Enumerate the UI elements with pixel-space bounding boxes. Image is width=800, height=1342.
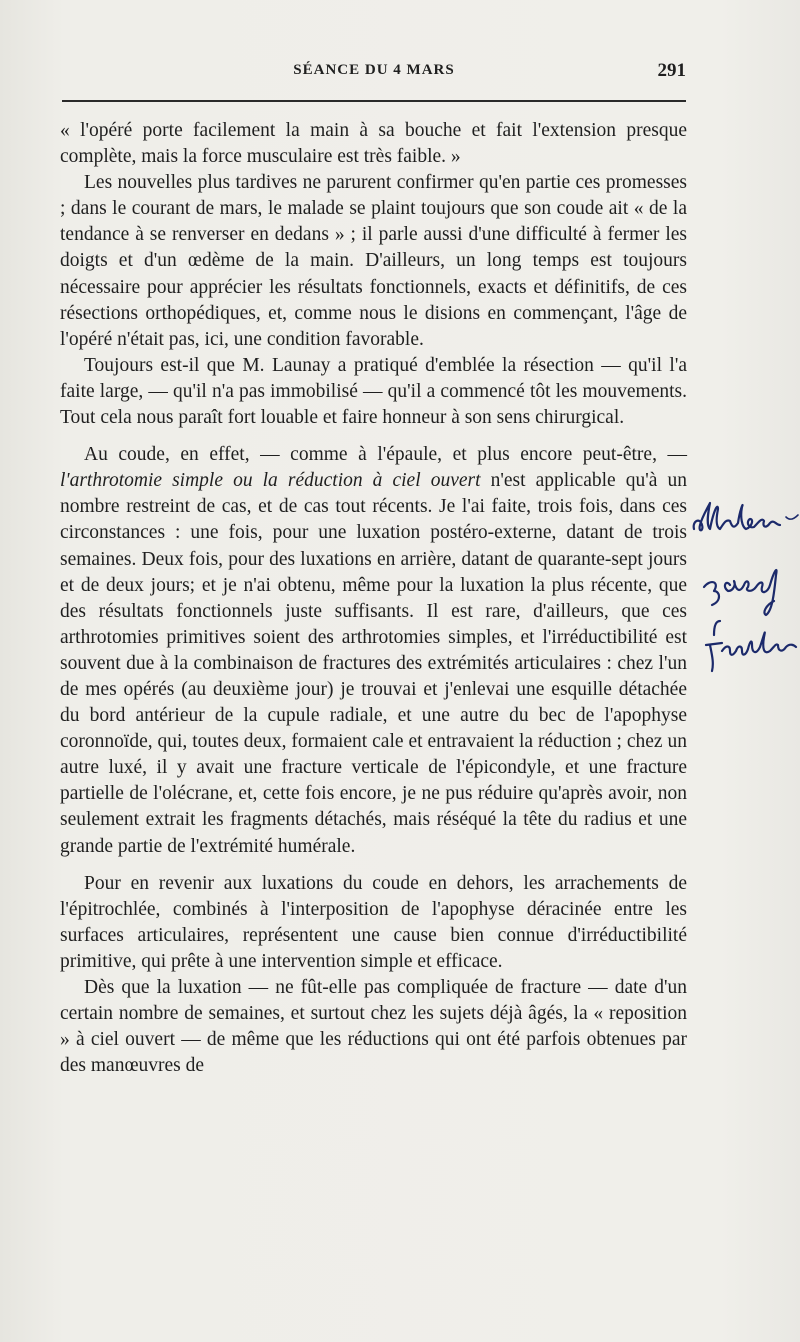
- paragraph-4-rest: n'est applicable qu'à un nombre restreint de cas, et de cas tout récents. Je l'ai faite, trois fois, dans ces circonstances : une fois, pour une luxation postéro-externe, datant de trois semaines. Deux fois, pour des luxations en arrière, datant de quarante-sept jours et de deux jours; et je n'ai obtenu, même pour la luxation la plus récente, que des résultats fonctionnels juste suffisants. Il est rare, d'ailleurs, que ces arthrotomies primitives soient des arthrotomies simples, et l'irréductibilité est souvent due à la combinaison de fractures des extrémités articulaires : chez l'un de mes opérés (au deuxième jour) je trouvai et j'enlevai une esquille détachée du bord antérieur de la cupule radiale, et une autre du bec de l'apophyse coronnoïde, qui, toutes deux, formaient cale et entravaient la réduction ; chez un autre luxé, il y avait une fracture verticale de l'épicondyle, et une fracture partielle de l'olécrane, et, cette fois encore, je ne pus réduire qu'après avoir, non seulement extrait les fragments détachés, mais réséqué la tête du radius et une grande partie de l'extrémité humérale.: [60, 470, 687, 857]
- page-header: [62, 60, 686, 88]
- running-head: SÉANCE DU 4 MARS: [293, 62, 455, 78]
- page-number: 291: [657, 60, 686, 81]
- paragraph-4-lead: Au coude, en effet, — comme à l'épaule, et plus encore peut-être, —: [84, 444, 687, 466]
- paragraph-4: [60, 442, 687, 860]
- header-rule: [62, 100, 686, 102]
- paragraph-4-italic: l'arthrotomie simple ou la réduction à ciel ouvert: [60, 470, 481, 492]
- paragraph-2: Les nouvelles plus tardives ne parurent confirmer qu'en partie ces promesses ; dans le courant de mars, le malade se plaint toujours que son coude ait « de la tendance à se renverser en dedans » ; il parle aussi d'une difficulté à fermer les doigts et d'un œdème de la main. D'ailleurs, un long temps est toujours nécessaire pour apprécier les résultats fonctionnels, exacts et définitifs, de ces résections orthopédiques, et, comme nous le disions en commençant, l'âge de l'opéré n'était pas, ici, une condition favorable.: [60, 172, 687, 350]
- paragraph-5: Pour en revenir aux luxations du coude en dehors, les arrachements de l'épitrochlée, combinés à l'interposition de l'apophyse déracinée entre les surfaces articulaires, représentent une cause bien connue d'irréductibilité primitive, qui prête à une intervention simple et efficace.: [60, 872, 687, 972]
- handwritten-margin-note: [690, 495, 800, 695]
- paragraph-gap: [60, 860, 687, 871]
- paragraph-3: Toujours est-il que M. Launay a pratiqué d'emblée la résection — qu'il l'a faite large, — qu'il n'a pas immobilisé — qu'il a commencé tôt les mouvements. Tout cela nous paraît fort louable et faire honneur à son sens chirurgical.: [60, 354, 687, 429]
- paragraph-1: « l'opéré porte facilement la main à sa bouche et fait l'extension presque complète, mais la force musculaire est très faible. »: [60, 120, 687, 168]
- handwriting-picture: [690, 495, 800, 695]
- paragraph-gap: [60, 431, 687, 442]
- paragraph-6: Dès que la luxation — ne fût-elle pas compliquée de fracture — date d'un certain nombre de semaines, et surtout chez les sujets déjà âgés, la « reposition » à ciel ouvert — de même que les réductions qui ont été parfois obtenues par des manœuvres de: [60, 977, 687, 1077]
- body-text: [60, 118, 687, 1079]
